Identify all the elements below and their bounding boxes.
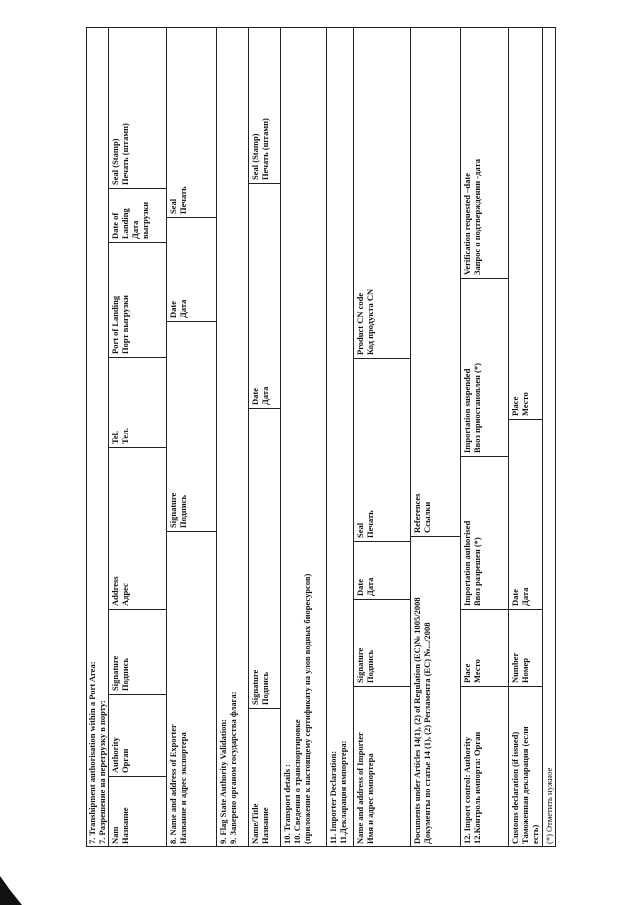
s8-exporter-cell [167, 532, 216, 847]
s7-address-en: Address [110, 576, 120, 606]
s8-signature-ru: Подпись [178, 495, 188, 528]
s9-seal-cell [249, 27, 280, 184]
s7-landing-date-ru-1: Дата [130, 220, 140, 239]
s7-authority-cell [109, 695, 166, 777]
customs-place-ru: Место [520, 392, 530, 416]
s10-transport-cell [281, 27, 326, 847]
s11-date-ru: Дата [365, 577, 375, 596]
s9-signature-cell [249, 409, 280, 709]
customs-date-cell [509, 420, 542, 610]
section-8 [166, 27, 216, 847]
s8-title-ru: Название и адрес экспортера [178, 732, 188, 844]
s9-name-ru: Название [260, 807, 270, 844]
s9-title-ru: 9. Заверено органом государства флага: [228, 691, 238, 844]
section-7-title [86, 27, 108, 847]
s12-susp-en: Importation suspended [462, 368, 472, 453]
s7-signature-en: Signature [110, 655, 120, 691]
section-7-title-ru: 7. Разрешение на перегрузку в порту: [97, 700, 107, 844]
docs-ref-ru: Ссылки [422, 501, 432, 533]
s7-seal-ru: Печать (штамп) [120, 123, 130, 185]
s12-title-ru: 12.Контроль импорта: Орган [472, 731, 482, 844]
s11-cn-ru: Код продукта CN [365, 288, 375, 355]
s9-date-en: Date [250, 388, 260, 405]
s8-date-ru: Дата [178, 299, 188, 318]
customs-date-en: Date [510, 589, 520, 606]
documents-row [410, 27, 460, 847]
s12-suspended-cell [461, 279, 508, 457]
docs-references-cell [411, 27, 460, 537]
s7-seal-en: Seal (Stamp) [110, 138, 120, 185]
section-7-title-en: 7. Transhipment authorisation within a Port Area: [87, 661, 97, 844]
s7-tel-en: Tel. [110, 430, 120, 444]
s11-signature-en: Signature [355, 647, 365, 683]
s7-authority-en: Authority [110, 737, 120, 773]
s11-seal-cell [354, 359, 410, 542]
s9-name-cell [249, 709, 280, 847]
s7-landing-date-cell [109, 189, 166, 243]
s11-title [327, 27, 349, 847]
s7-address-ru: Адрес [120, 583, 130, 606]
s7-signature-ru: Подпись [120, 658, 130, 691]
s7-name-cell [109, 777, 166, 847]
customs-title-ru-1: Таможенная декларация (если [520, 726, 530, 844]
s7-name-ru: Название [120, 807, 130, 844]
s11-cn-cell [354, 27, 410, 359]
s12-verif-en: Verification requested –date [462, 173, 472, 275]
s11-name-ru: Имя и адрес импортера [365, 753, 375, 844]
s7-seal-cell [109, 27, 166, 189]
s9-title-en: 9. Flag State Authority Validation: [218, 719, 228, 844]
customs-place-cell [509, 27, 542, 420]
s12-title-en: 12. Import control: Authority [462, 736, 472, 844]
s8-title-en: 8. Name and address of Exporter [168, 724, 178, 844]
s12-auth-ru: Ввоз разрешен (*) [472, 537, 482, 606]
customs-row [508, 27, 542, 847]
s11-signature-cell [354, 600, 410, 687]
s11-title-en: 11. Importer Declaration: [328, 750, 338, 844]
footnote-row [542, 27, 556, 847]
section-11 [326, 27, 410, 847]
s7-landing-date-ru-2: выгрузки [140, 201, 150, 239]
section-9 [216, 27, 280, 847]
s7-tel-ru: Тел. [120, 427, 130, 444]
s11-cn-en: Product CN code [355, 292, 365, 355]
section-7 [86, 27, 166, 847]
s9-signature-en: Signature [250, 669, 260, 705]
scan-edge-shadow [0, 868, 22, 905]
s9-seal-ru: Печать (штамп) [260, 118, 270, 180]
s7-port-ru: Порт выгрузки [120, 295, 130, 354]
s12-verif-ru: Запрос о подтверждении -дата [472, 159, 482, 275]
s8-date-en: Date [168, 301, 178, 318]
s8-signature-cell [167, 322, 216, 532]
s7-tel-cell [109, 358, 166, 448]
s9-title [217, 27, 243, 847]
s10-annex-ru: (приложение к настоящему сертификату на улов водных биоресурсов) [302, 573, 312, 844]
s11-date-cell [354, 542, 410, 600]
s11-seal-ru: Печать [365, 510, 375, 538]
s12-place-ru: Место [472, 659, 482, 683]
docs-text-ru: Документы по статье 14 (1), (2) Регламента (ЕС) №.../2008 [422, 622, 432, 844]
section-12 [460, 27, 508, 847]
s8-date-cell [167, 218, 216, 322]
s10-title-en: 10. Transport details : [282, 764, 292, 844]
s12-authorised-cell [461, 457, 508, 610]
s12-verification-cell [461, 27, 508, 279]
s7-address-cell [109, 448, 166, 610]
s8-signature-en: Signature [168, 492, 178, 528]
s7-port-en: Port of Landing [110, 295, 120, 354]
s9-date-cell [249, 184, 280, 409]
s9-name-en: Name/Title [250, 803, 260, 844]
s11-name-en: Name and address of Importer [355, 732, 365, 844]
s8-seal-ru: Печать [178, 186, 188, 214]
section-10 [280, 27, 326, 847]
s11-title-ru: 11.Декларация импортера: [338, 740, 348, 844]
s7-name-en: Nam [110, 826, 120, 844]
customs-number-ru: Номер [520, 658, 530, 683]
customs-title-en: Customs declaration (if issued) [510, 731, 520, 844]
s9-signature-ru: Подпись [260, 672, 270, 705]
customs-number-cell [509, 610, 542, 687]
customs-number-en: Number [510, 652, 520, 683]
s8-seal-cell [167, 27, 216, 218]
customs-date-ru: Дата [520, 587, 530, 606]
s12-authority-cell [461, 687, 508, 847]
s11-importer-cell [354, 687, 410, 847]
s7-landing-date-2: Landing [120, 208, 130, 239]
customs-place-en: Place [510, 396, 520, 416]
docs-cell [411, 537, 460, 847]
s11-date-en: Date [355, 579, 365, 596]
s7-signature-cell [109, 610, 166, 695]
docs-text-en: Documents under Articles 14(1), (2) of Regulation (EC)№ 1005/2008 [412, 597, 422, 844]
s7-authority-ru: Орган [120, 748, 130, 773]
catch-certificate-form [86, 27, 556, 847]
s7-landing-date-1: Date of [110, 212, 120, 239]
s11-seal-en: Seal [355, 522, 365, 538]
s10-title-ru: 10. Сведения о транспортировке [292, 719, 302, 844]
s9-date-ru: Дата [260, 386, 270, 405]
s11-signature-ru: Подпись [365, 650, 375, 683]
customs-title-ru-2: есть) [530, 824, 540, 844]
customs-title-cell [509, 687, 542, 847]
s12-place-en: Place [462, 663, 472, 683]
docs-ref-en: References [412, 493, 422, 533]
s9-seal-en: Seal (Stamp) [250, 133, 260, 180]
s8-seal-en: Seal [168, 198, 178, 214]
s12-place-cell [461, 610, 508, 687]
s12-auth-en: Importation authorised [462, 520, 472, 606]
s7-port-cell [109, 243, 166, 358]
footnote: (*) Отметить нужное [544, 767, 554, 844]
s12-susp-ru: Ввоз приостановлен (*) [472, 363, 482, 453]
